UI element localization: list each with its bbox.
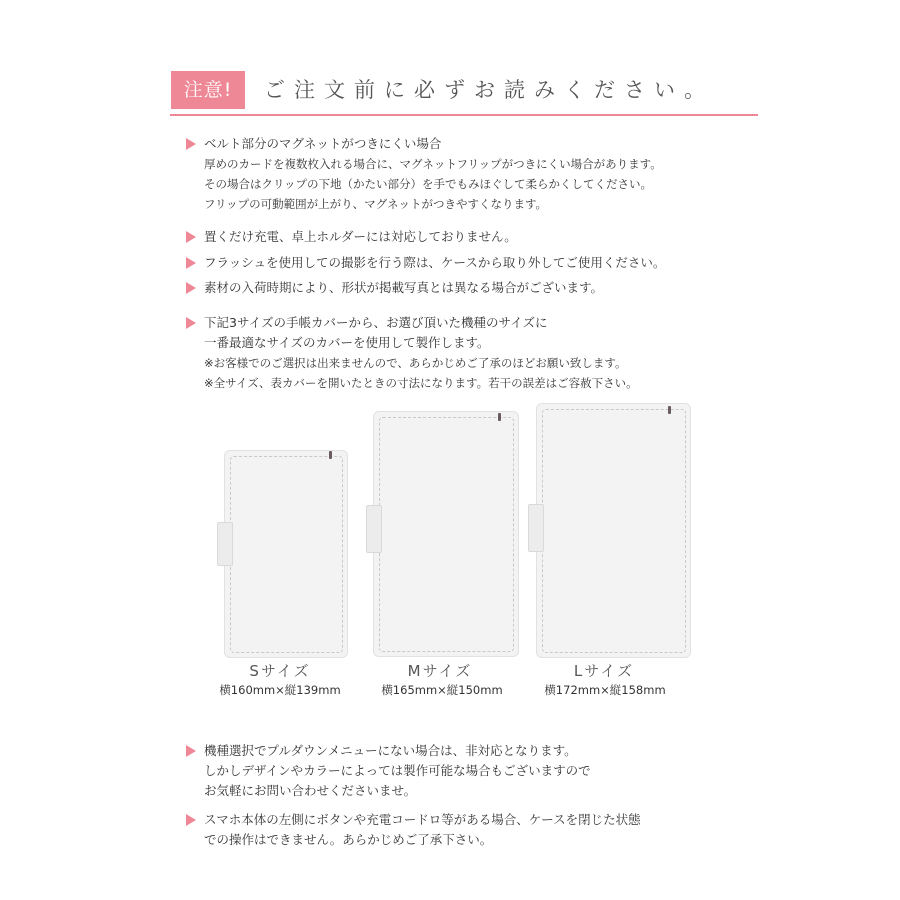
- size-dims-large: 横172mm×縦158mm: [544, 683, 666, 697]
- note-title: 下記3サイズの手帳カバーから、お選び頂いた機種のサイズに: [204, 315, 548, 330]
- note-line: での操作はできません。あらかじめご了承下さい。: [204, 832, 493, 847]
- note-title: フラッシュを使用しての撮影を行う際は、ケースから取り外してご使用ください。: [204, 255, 666, 270]
- note-line: その場合はクリップの下地（かたい部分）を手でもみほぐして柔らかくしてください。: [204, 177, 653, 191]
- bullet-triangle-icon: [186, 282, 196, 294]
- note-magnet: [186, 134, 662, 214]
- clasp: [528, 504, 544, 552]
- bullet-triangle-icon: [186, 231, 196, 243]
- page-title: ご注文前に必ずお読みください。: [264, 78, 714, 102]
- caution-badge: 注意!: [171, 71, 245, 109]
- note-sizes: [186, 313, 638, 393]
- bullet-triangle-icon: [186, 745, 196, 757]
- note-title: 機種選択でプルダウンメニューにない場合は、非対応となります。: [204, 743, 577, 758]
- size-dims-medium: 横165mm×縦150mm: [381, 683, 503, 697]
- note-line: お気軽にお問い合わせくださいませ。: [204, 783, 417, 798]
- note-side-buttons: [186, 810, 641, 850]
- clasp: [366, 505, 382, 553]
- note-line: しかしデザインやカラーによっては製作可能な場合もございますので: [204, 763, 591, 778]
- case-image-small: [210, 440, 350, 660]
- bullet-triangle-icon: [186, 138, 196, 150]
- note-line: ※お客様でのご選択は出来ませんので、あらかじめご了承のほどお願い致します。: [204, 356, 627, 370]
- clasp: [217, 522, 233, 566]
- size-label-large: Lサイズ: [573, 662, 635, 680]
- note-line: 厚めのカードを複数枚入れる場合に、マグネットフリップがつきにくい場合があります。: [204, 157, 662, 171]
- bullet-triangle-icon: [186, 814, 196, 826]
- note-title: ベルト部分のマグネットがつきにくい場合: [204, 136, 442, 151]
- bullet-triangle-icon: [186, 317, 196, 329]
- size-label-medium: Mサイズ: [407, 662, 473, 680]
- note-unsupported-models: [186, 741, 591, 801]
- note-line: ※全サイズ、表カバーを開いたときの寸法になります。若干の誤差はご容赦下さい。: [204, 376, 638, 390]
- case-image-large: [522, 398, 692, 660]
- note-charging: [186, 227, 517, 247]
- note-title-continued: 一番最適なサイズのカバーを使用して製作します。: [204, 335, 490, 350]
- note-title: 置くだけ充電、卓上ホルダーには対応しておりません。: [204, 229, 517, 244]
- size-label-small: Sサイズ: [249, 662, 311, 680]
- bullet-triangle-icon: [186, 257, 196, 269]
- note-line: フリップの可動範囲が上がり、マグネットがつきやすくなります。: [204, 197, 548, 211]
- case-image-medium: [360, 405, 520, 660]
- header-divider: [170, 114, 758, 116]
- note-title: 素材の入荷時期により、形状が掲載写真とは異なる場合がございます。: [204, 280, 604, 295]
- note-flash: [186, 253, 665, 273]
- note-title: スマホ本体の左側にボタンや充電コードロ等がある場合、ケースを閉じた状態: [204, 812, 641, 827]
- note-material: [186, 278, 603, 298]
- size-dims-small: 横160mm×縦139mm: [219, 683, 341, 697]
